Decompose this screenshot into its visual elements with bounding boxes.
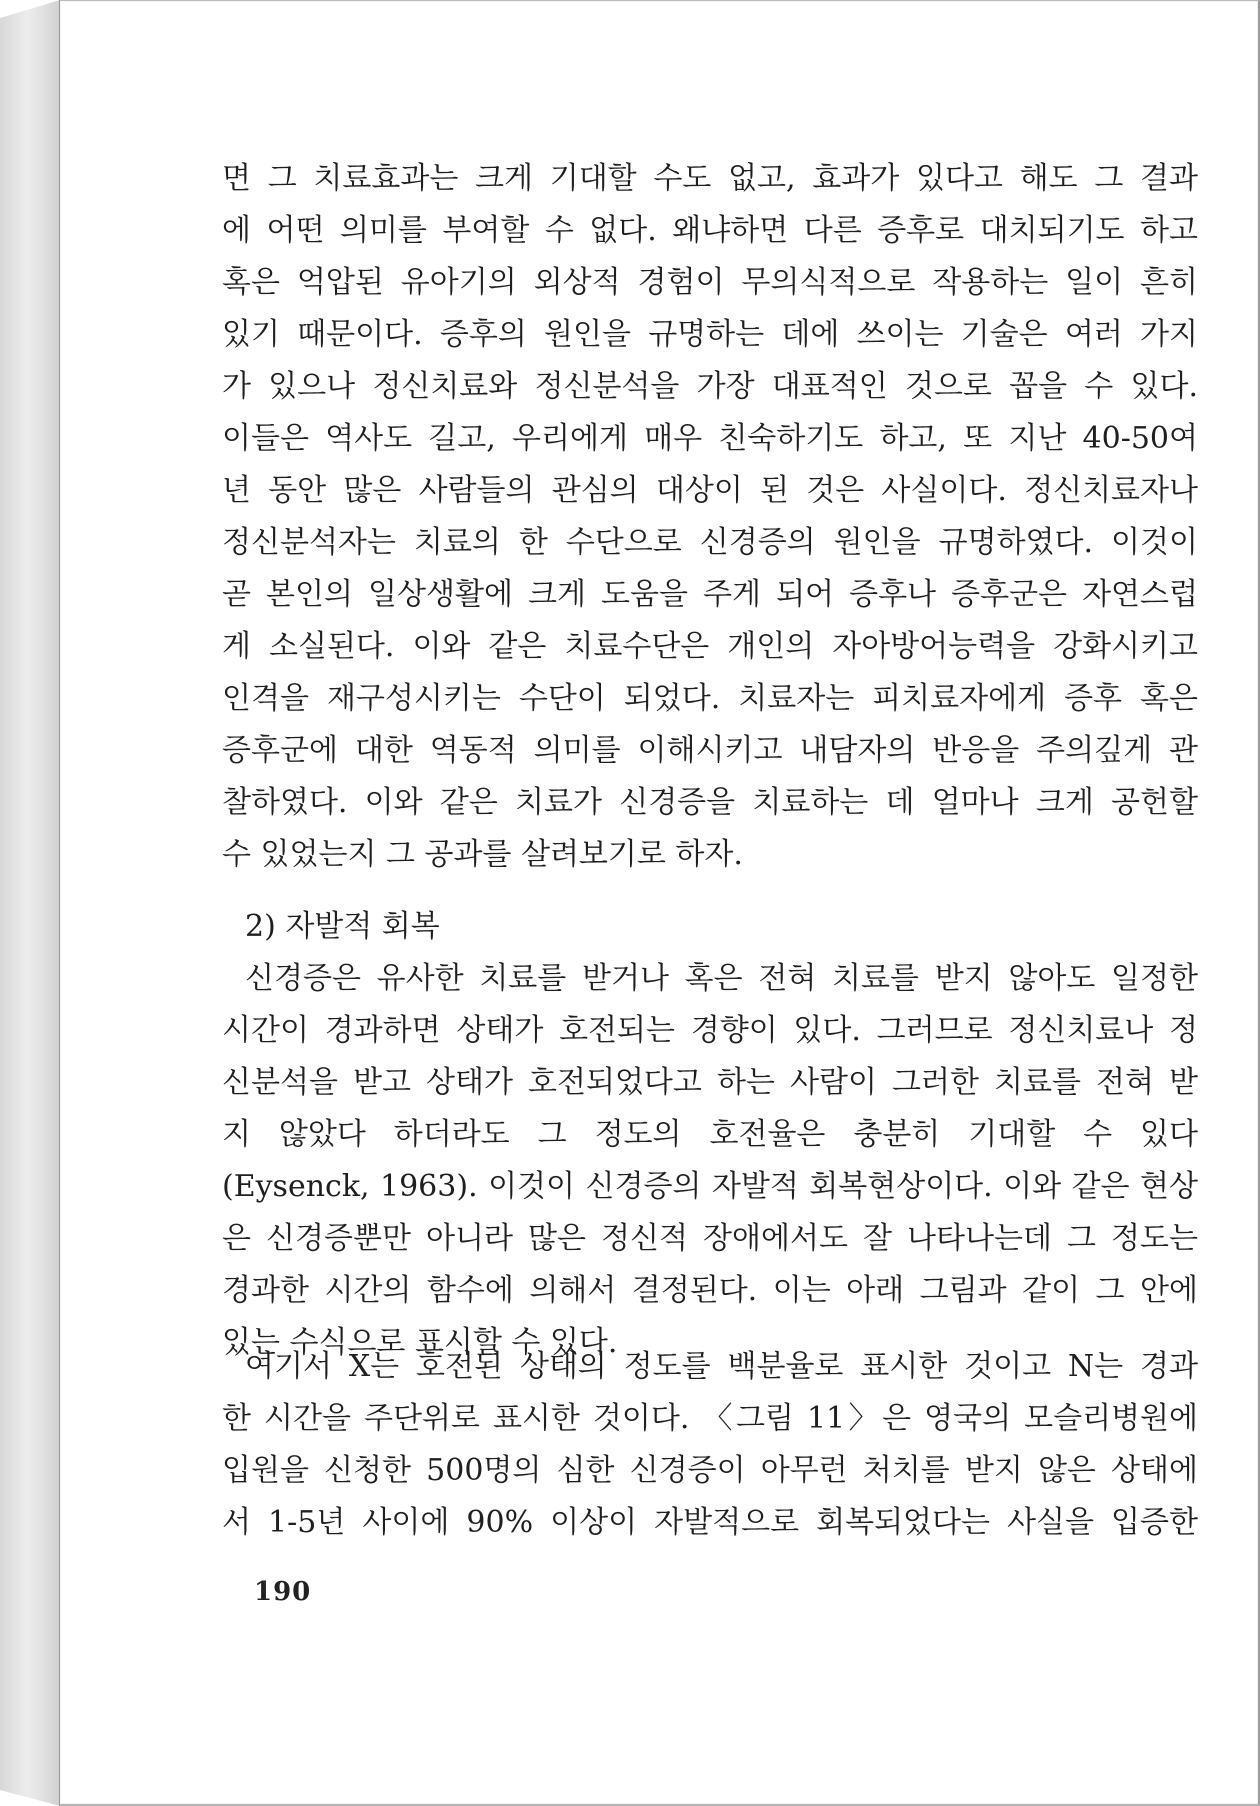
text-line: 면 그 치료효과는 크게 기대할 수도 없고, 효과가 있다고 해도 그 결과 (222, 161, 1198, 196)
text-line: 입원을 신청한 500명의 심한 신경증이 아무런 처치를 받지 않은 상태에 (222, 1453, 1198, 1488)
text-line: 가 있으나 정신치료와 정신분석을 가장 대표적인 것으로 꼽을 수 있다. (222, 369, 1198, 404)
text-line: 있는 수식으로 표시할 수 있다. (222, 1325, 618, 1360)
text-line: 증후군에 대한 역동적 의미를 이해시키고 내담자의 반응을 주의깊게 관 (222, 733, 1198, 768)
text-line: 이들은 역사도 길고, 우리에게 매우 친숙하기도 하고, 또 지난 40-50여 (222, 421, 1198, 456)
text-line: 지 않았다 하더라도 그 정도의 호전율은 충분히 기대할 수 있다 (222, 1117, 1198, 1152)
text-line: 정신분석자는 치료의 한 수단으로 신경증의 원인을 규명하였다. 이것이 (222, 525, 1198, 560)
text-line: 여기서 X는 호전된 상태의 정도를 백분율로 표시한 것이고 N는 경과 (245, 1349, 1198, 1384)
text-line: 수 있었는지 그 공과를 살려보기로 하자. (222, 837, 743, 872)
text-line: (Eysenck, 1963). 이것이 신경증의 자발적 회복현상이다. 이와 같은 현상 (222, 1169, 1198, 1204)
text-line: 시간이 경과하면 상태가 호전되는 경향이 있다. 그러므로 정신치료나 정 (222, 1013, 1198, 1048)
text-line: 게 소실된다. 이와 같은 치료수단은 개인의 자아방어능력을 강화시키고 (222, 629, 1198, 664)
text-line: 년 동안 많은 사람들의 관심의 대상이 된 것은 사실이다. 정신치료자나 (222, 473, 1198, 508)
text-line: 곧 본인의 일상생활에 크게 도움을 주게 되어 증후나 증후군은 자연스럽 (222, 577, 1198, 612)
text-line: 있기 때문이다. 증후의 원인을 규명하는 데에 쓰이는 기술은 여러 가지 (222, 317, 1198, 352)
text-line: 찰하였다. 이와 같은 치료가 신경증을 치료하는 데 얼마나 크게 공헌할 (222, 785, 1198, 820)
text-line: 신경증은 유사한 치료를 받거나 혹은 전혀 치료를 받지 않아도 일정한 (245, 961, 1198, 996)
text-line: 서 1-5년 사이에 90% 이상이 자발적으로 회복되었다는 사실을 입증한 (222, 1505, 1198, 1540)
text-line: 경과한 시간의 함수에 의해서 결정된다. 이는 아래 그림과 같이 그 안에 (222, 1273, 1198, 1308)
paragraph-1 (222, 153, 1198, 881)
book-page (60, 0, 1260, 1806)
page-number: 190 (254, 1577, 312, 1607)
text-line: 한 시간을 주단위로 표시한 것이다. 〈그림 11〉은 영국의 모슬리병원에 (222, 1401, 1198, 1436)
text-line: 인격을 재구성시키는 수단이 되었다. 치료자는 피치료자에게 증후 혹은 (222, 681, 1198, 716)
text-line: 은 신경증뿐만 아니라 많은 정신적 장애에서도 잘 나타나는데 그 정도는 (222, 1221, 1198, 1256)
section-heading: 2) 자발적 회복 (245, 909, 440, 944)
text-line: 혹은 억압된 유아기의 외상적 경험이 무의식적으로 작용하는 일이 흔히 (222, 265, 1198, 300)
text-line: 에 어떤 의미를 부여할 수 없다. 왜냐하면 다른 증후로 대치되기도 하고 (222, 213, 1198, 248)
paragraph-3 (222, 1341, 1198, 1549)
spine-edge (0, 0, 60, 1806)
paragraph-2 (222, 953, 1198, 1369)
text-line: 신분석을 받고 상태가 호전되었다고 하는 사람이 그러한 치료를 전혀 받 (222, 1065, 1198, 1100)
